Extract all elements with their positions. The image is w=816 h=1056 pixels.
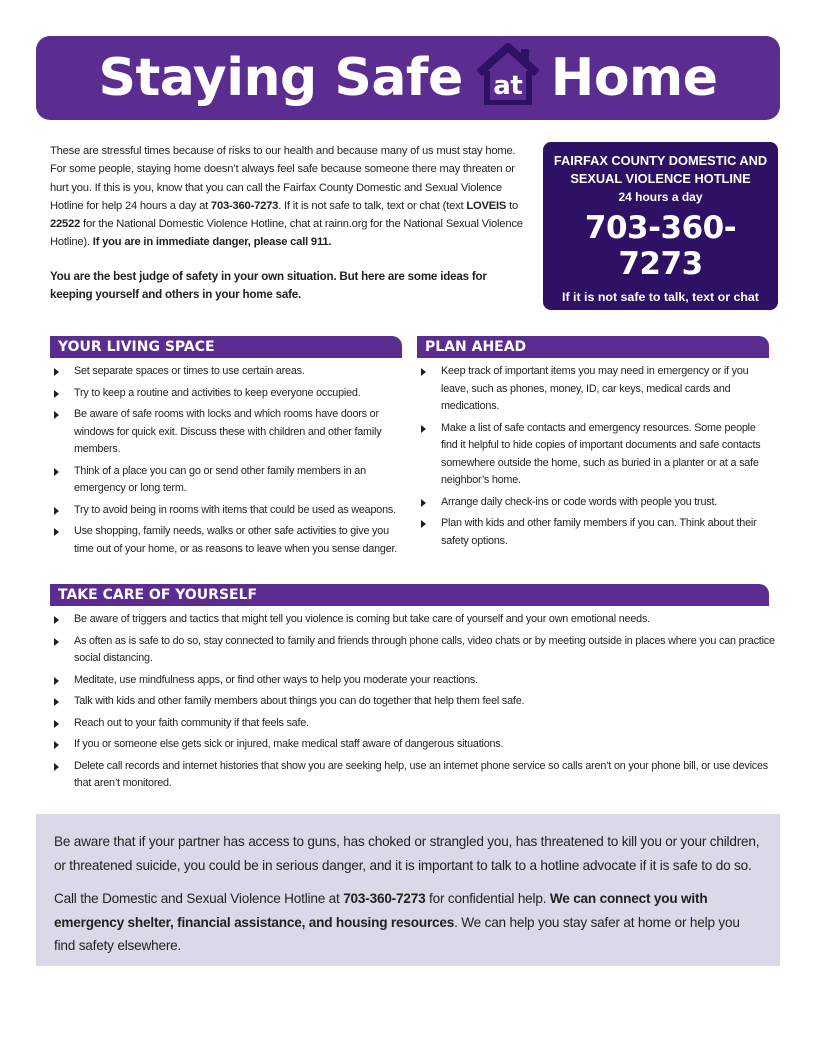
list-item-text: Set separate spaces or times to use certain areas. bbox=[74, 365, 305, 377]
bullet-icon bbox=[54, 720, 59, 728]
intro-phone: 703-360-7273 bbox=[210, 199, 279, 212]
list-item-text: As often as is safe to do so, stay connected to family and friends through phone calls, video chats or by meeting outside in places where you can practice social distancing. bbox=[74, 634, 775, 664]
callout-phone: 703-360-7273 bbox=[343, 891, 426, 906]
hotline-text-line1: If it is not safe to talk, text or chat bbox=[562, 290, 759, 304]
bullet-icon bbox=[54, 411, 59, 419]
list-item-text: Be aware of triggers and tactics that might tell you violence is coming but take care of yourself and your own emotional needs. bbox=[74, 613, 650, 625]
list-item-text: Plan with kids and other family members if you can. Think about their safety options. bbox=[441, 517, 757, 547]
self-care-list bbox=[50, 611, 775, 797]
list-item bbox=[50, 693, 775, 711]
bullet-icon bbox=[54, 507, 59, 515]
hotline-text-line2: LOVEIS to 22522 bbox=[611, 309, 710, 323]
list-item-text: Use shopping, family needs, walks or other safe activities to give you time out of your home, or as reasons to leave when you sense danger. bbox=[74, 525, 398, 555]
intro-text: for the National Domestic Violence Hotline, chat at rainn.org for the National Sexual Violence Hotline). bbox=[50, 218, 523, 249]
callout-text: . We can help you stay safer at home or help you find safety elsewhere. bbox=[54, 914, 740, 953]
title-part1: Staying Safe bbox=[98, 48, 463, 108]
intro-text: These are stressful times because of risks to our health and because many of us must stay home. For some people, staying home doesn’t always feel safe because someone there may threaten or hurt you. If this is you, know that you can call the Fairfax County Domestic and Sexual Violence Hotline for help 24 hours a day at bbox=[50, 145, 516, 212]
plan-ahead-list bbox=[417, 363, 769, 554]
intro-text: . If it is not safe to talk, text or chat (text bbox=[278, 199, 467, 212]
intro-danger: If you are in immediate danger, please call 911. bbox=[92, 236, 332, 249]
list-item-text: If you or someone else gets sick or injured, make medical staff aware of dangerous situations. bbox=[74, 738, 504, 750]
list-item bbox=[50, 385, 402, 403]
house-icon bbox=[475, 49, 541, 107]
bullet-icon bbox=[54, 638, 59, 646]
bullet-icon bbox=[54, 390, 59, 398]
list-item bbox=[417, 494, 769, 512]
list-item-text: Reach out to your faith community if that feels safe. bbox=[74, 716, 309, 729]
list-item-text: Talk with kids and other family members about things you can do together that help them feel safe. bbox=[74, 695, 525, 707]
intro-paragraph bbox=[50, 142, 528, 252]
list-item bbox=[50, 502, 402, 520]
bullet-icon bbox=[421, 499, 426, 507]
bullet-icon bbox=[54, 368, 59, 376]
list-item bbox=[50, 463, 402, 498]
list-item bbox=[417, 515, 769, 550]
warning-callout bbox=[36, 814, 780, 966]
list-item-text: Try to keep a routine and activities to keep everyone occupied. bbox=[74, 386, 361, 399]
bullet-icon bbox=[54, 616, 59, 624]
list-item bbox=[50, 736, 775, 754]
list-item-text: Be aware of safe rooms with locks and which rooms have doors or windows for quick exit. Discuss these with children and other family members. bbox=[74, 408, 382, 455]
hotline-title: FAIRFAX COUNTY DOMESTIC AND SEXUAL VIOLENCE HOTLINE bbox=[553, 153, 768, 186]
bullet-icon bbox=[54, 741, 59, 749]
list-item bbox=[50, 633, 775, 668]
bullet-icon bbox=[421, 425, 426, 433]
bullet-icon bbox=[54, 677, 59, 685]
hotline-text-info bbox=[543, 288, 778, 326]
title-part2: Home bbox=[550, 48, 718, 108]
list-item bbox=[50, 523, 402, 558]
callout-text: Call the Domestic and Sexual Violence Hotline at bbox=[54, 891, 344, 906]
intro-text: to bbox=[506, 199, 519, 212]
section-heading-plan-ahead: PLAN AHEAD bbox=[417, 336, 769, 358]
list-item bbox=[50, 611, 775, 629]
list-item-text: Meditate, use mindfulness apps, or find other ways to help you moderate your reactions. bbox=[74, 673, 478, 686]
section-heading-self-care: TAKE CARE OF YOURSELF bbox=[50, 584, 769, 606]
bullet-icon bbox=[54, 698, 59, 706]
page-title bbox=[36, 36, 780, 120]
list-item bbox=[50, 672, 775, 690]
list-item bbox=[50, 363, 402, 381]
list-item bbox=[50, 758, 775, 793]
intro-code: 22522 bbox=[50, 218, 81, 231]
bullet-icon bbox=[421, 368, 426, 376]
list-item bbox=[50, 406, 402, 459]
bullet-icon bbox=[54, 468, 59, 476]
intro-safety-note: You are the best judge of safety in your own situation. But here are some ideas for keeping yourself and others in your home safe. bbox=[50, 270, 487, 301]
bullet-icon bbox=[421, 520, 426, 528]
intro-loveis: LOVEIS bbox=[466, 199, 507, 212]
hotline-box bbox=[543, 142, 778, 323]
callout-help-text bbox=[54, 887, 762, 958]
hotline-number: 703-360-7273 bbox=[584, 210, 737, 282]
section-heading-living-space: YOUR LIVING SPACE bbox=[50, 336, 402, 358]
title-at: at bbox=[493, 71, 523, 101]
list-item bbox=[417, 420, 769, 490]
list-item-text: Try to avoid being in rooms with items that could be used as weapons. bbox=[74, 503, 396, 516]
living-space-list bbox=[50, 363, 402, 562]
callout-danger-text: Be aware that if your partner has access to guns, has choked or strangled you, has threatened to kill you or your children, or threatened suicide, you could be in serious danger, and it is important to talk to a hotline advocate if it is safe to do so. bbox=[54, 834, 760, 873]
callout-resources: We can connect you with emergency shelter, financial assistance, and housing resources bbox=[54, 891, 708, 930]
list-item-text: Arrange daily check-ins or code words with people you trust. bbox=[441, 495, 718, 508]
callout-text: for confidential help. bbox=[425, 891, 550, 906]
bullet-icon bbox=[54, 763, 59, 771]
bullet-icon bbox=[54, 528, 59, 536]
header-banner bbox=[36, 36, 780, 120]
list-item-text: Think of a place you can go or send other family members in an emergency or long term. bbox=[74, 464, 366, 494]
list-item-text: Delete call records and internet histories that show you are seeking help, use an internet phone service so calls aren’t on your phone bill, or use devices that aren’t monitored. bbox=[74, 759, 769, 789]
hotline-hours: 24 hours a day bbox=[618, 190, 703, 204]
list-item-text: Keep track of important items you may need in emergency or if you leave, such as phones, money, ID, car keys, medical cards and medications. bbox=[441, 365, 749, 412]
list-item-text: Make a list of safe contacts and emergency resources. Some people find it helpful to hide copies of important documents and safe contacts somewhere outside the home, such as buried in a planter or at a safe neighbor’s home. bbox=[441, 421, 761, 486]
list-item bbox=[50, 715, 775, 733]
list-item bbox=[417, 363, 769, 416]
footer bbox=[0, 972, 816, 1052]
